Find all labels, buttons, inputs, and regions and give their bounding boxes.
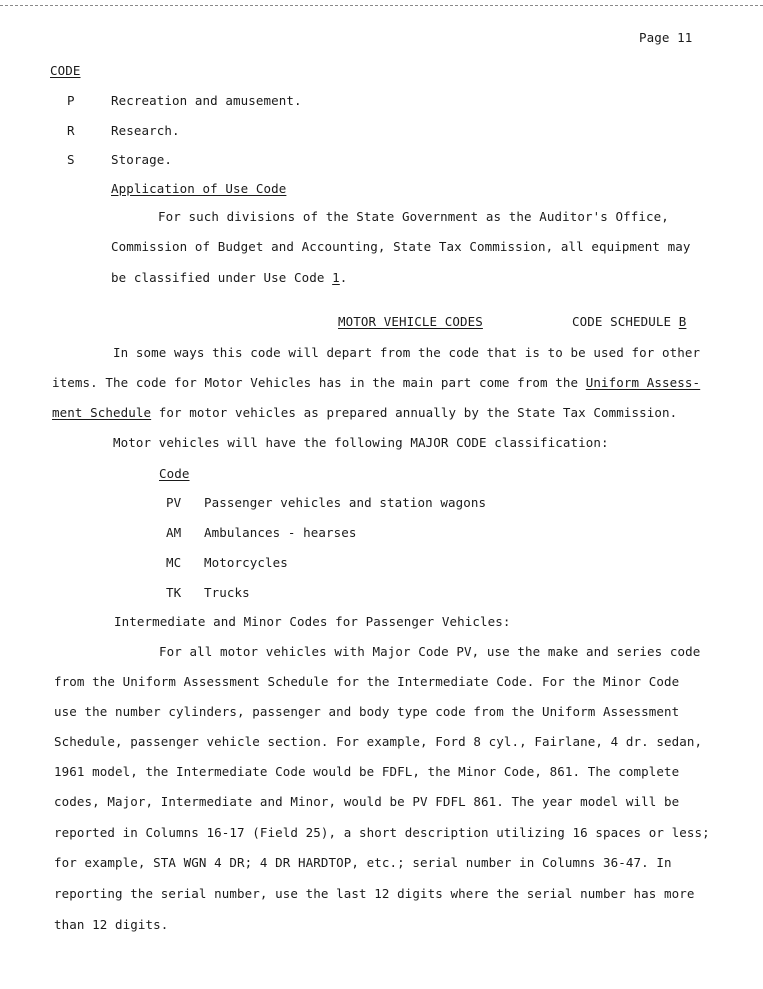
use-code-label: Recreation and amusement. bbox=[111, 93, 302, 108]
paragraph-text: items. The code for Motor Vehicles has in the main part come from the bbox=[52, 375, 586, 390]
paragraph-line: than 12 digits. bbox=[54, 917, 169, 932]
major-code-label: Motorcycles bbox=[204, 555, 288, 570]
paragraph-text: for motor vehicles as prepared annually by the State Tax Commission. bbox=[151, 405, 678, 420]
paragraph-line: for example, STA WGN 4 DR; 4 DR HARDTOP, etc.; serial number in Columns 36-47. In bbox=[54, 855, 672, 870]
schedule-ref: ment Schedule bbox=[52, 405, 152, 420]
major-code-heading: Code bbox=[159, 466, 190, 481]
intermediate-heading: Intermediate and Minor Codes for Passenger Vehicles: bbox=[114, 614, 511, 629]
use-code-label: Research. bbox=[111, 123, 180, 138]
page-number: Page 11 bbox=[639, 30, 693, 45]
application-line bbox=[111, 270, 347, 286]
section-title: MOTOR VEHICLE CODES bbox=[338, 314, 483, 329]
code-schedule-letter: B bbox=[678, 314, 687, 329]
application-text: be classified under Use Code bbox=[111, 270, 333, 285]
application-line: Commission of Budget and Accounting, State Tax Commission, all equipment may bbox=[111, 239, 691, 254]
use-code-letter: S bbox=[67, 152, 75, 167]
major-code: MC bbox=[166, 555, 182, 570]
code-heading: CODE bbox=[50, 63, 81, 78]
page-top-border bbox=[0, 5, 763, 6]
major-code-label: Passenger vehicles and station wagons bbox=[204, 495, 487, 510]
paragraph-line: Schedule, passenger vehicle section. For example, Ford 8 cyl., Fairlane, 4 dr. sedan, bbox=[54, 734, 703, 749]
paragraph-line: In some ways this code will depart from the code that is to be used for other bbox=[113, 345, 701, 360]
paragraph-line: reported in Columns 16-17 (Field 25), a short description utilizing 16 spaces or less; bbox=[54, 825, 710, 840]
paragraph-line: For all motor vehicles with Major Code PV, use the make and series code bbox=[159, 644, 701, 659]
paragraph-line: reporting the serial number, use the last 12 digits where the serial number has more bbox=[54, 886, 695, 901]
major-code: PV bbox=[166, 495, 182, 510]
use-code-label: Storage. bbox=[111, 152, 173, 167]
uniform-assessment-ref: Uniform Assess- bbox=[585, 375, 701, 390]
paragraph-line: from the Uniform Assessment Schedule for the Intermediate Code. For the Minor Code bbox=[54, 674, 680, 689]
major-code: AM bbox=[166, 525, 182, 540]
application-heading: Application of Use Code bbox=[111, 181, 287, 196]
use-code-value: 1 bbox=[332, 270, 340, 285]
application-line: For such divisions of the State Government as the Auditor's Office, bbox=[158, 209, 669, 224]
major-code: TK bbox=[166, 585, 182, 600]
application-period: . bbox=[339, 270, 348, 285]
major-code-label: Ambulances - hearses bbox=[204, 525, 357, 540]
code-schedule-label bbox=[572, 314, 686, 330]
code-schedule-prefix: CODE SCHEDULE bbox=[572, 314, 679, 329]
paragraph-line bbox=[52, 405, 677, 421]
use-code-letter: P bbox=[67, 93, 75, 108]
paragraph-line bbox=[52, 375, 700, 391]
paragraph-line: codes, Major, Intermediate and Minor, would be PV FDFL 861. The year model will be bbox=[54, 794, 680, 809]
paragraph-line: Motor vehicles will have the following MAJOR CODE classification: bbox=[113, 435, 609, 450]
paragraph-line: use the number cylinders, passenger and body type code from the Uniform Assessment bbox=[54, 704, 680, 719]
major-code-label: Trucks bbox=[204, 585, 250, 600]
use-code-letter: R bbox=[67, 123, 75, 138]
paragraph-line: 1961 model, the Intermediate Code would be FDFL, the Minor Code, 861. The complete bbox=[54, 764, 680, 779]
